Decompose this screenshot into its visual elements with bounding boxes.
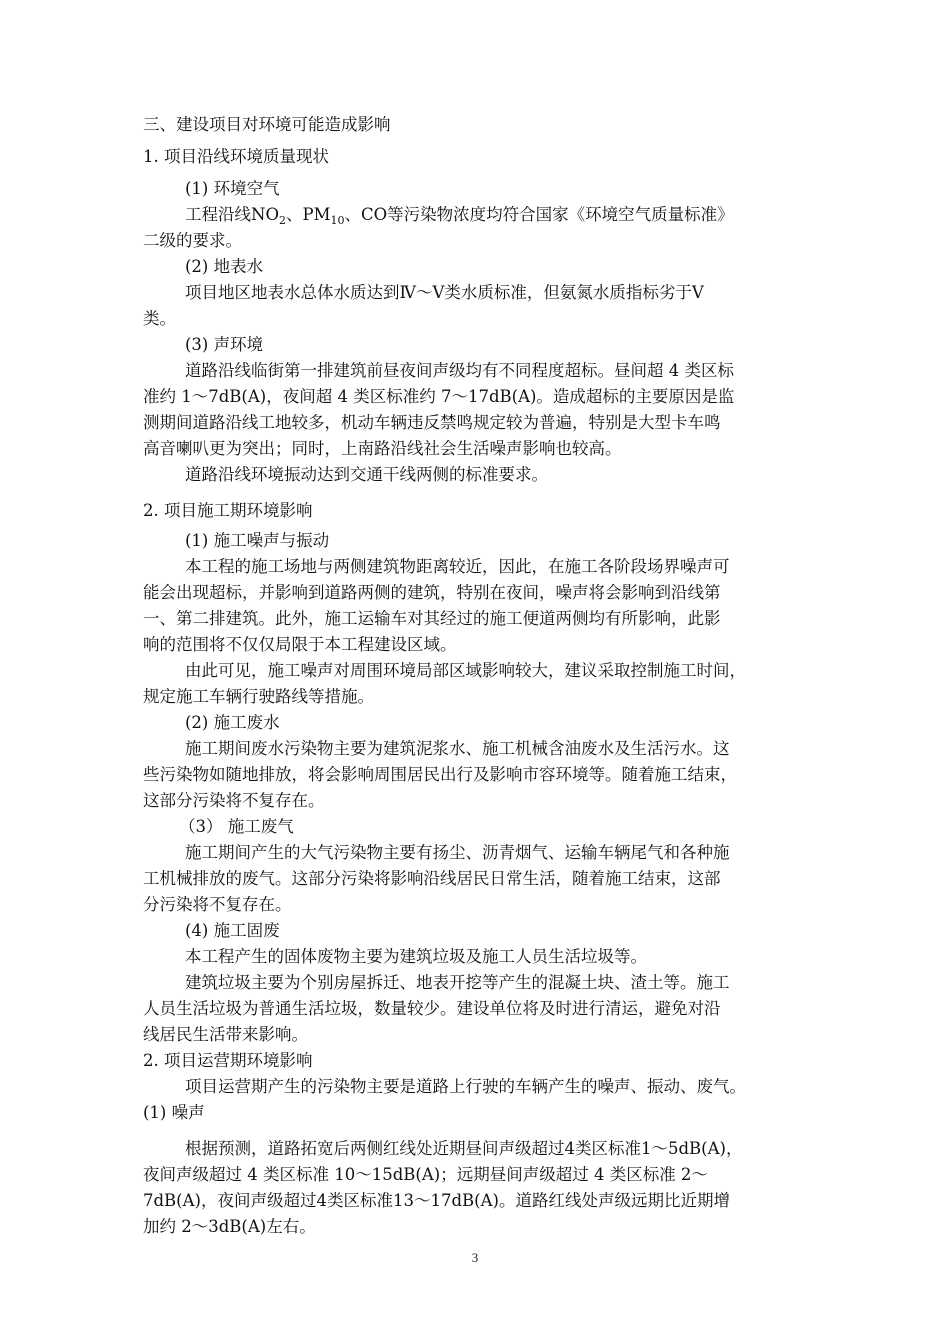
heading-operation-noise: (1) 噪声: [143, 1103, 205, 1122]
heading-air: (1) 环境空气: [185, 179, 280, 198]
wastewater-line-1: 施工期间废水污染物主要为建筑泥浆水、施工机械含油废水及生活污水。这: [185, 739, 730, 758]
cnoise-p1-line-4: 响的范围将不仅仅局限于本工程建设区域。: [143, 635, 457, 654]
exhaust-line-1: 施工期间产生的大气污染物主要有扬尘、沥青烟气、运输车辆尾气和各种施: [185, 843, 730, 862]
solid-p2-line-2: 人员生活垃圾为普通生活垃圾，数量较少。建设单位将及时进行清运，避免对沿: [143, 999, 721, 1018]
heading-3: 2. 项目运营期环境影响: [143, 1051, 313, 1070]
noise-p1-line-4: 高音喇叭更为突出；同时，上南路沿线社会生活噪声影响也较高。: [143, 439, 622, 458]
cnoise-p2-line-2: 规定施工车辆行驶路线等措施。: [143, 687, 374, 706]
exhaust-line-3: 分污染将不复存在。: [143, 895, 292, 914]
heading-noise: (3) 声环境: [185, 335, 264, 354]
wastewater-line-2: 些污染物如随地排放，将会影响周围居民出行及影响市容环境等。随着施工结束，: [143, 765, 737, 784]
operation-intro: 项目运营期产生的污染物主要是道路上行驶的车辆产生的噪声、振动、废气。: [185, 1077, 746, 1096]
heading-construction-noise: (1) 施工噪声与振动: [185, 531, 330, 550]
heading-exhaust: （3） 施工废气: [179, 817, 294, 836]
operation-noise-line-2: 夜间声级超过 4 类区标准 10～15dB(A)；远期昼间声级超过 4 类区标准 2～: [143, 1165, 708, 1184]
heading-water: (2) 地表水: [185, 257, 264, 276]
heading-solid-waste: (4) 施工固废: [185, 921, 280, 940]
cnoise-p1-line-1: 本工程的施工场地与两侧建筑物距离较近，因此，在施工各阶段场界噪声可: [185, 557, 730, 576]
heading-2: 2. 项目施工期环境影响: [143, 501, 313, 520]
exhaust-line-2: 工机械排放的废气。这部分污染将影响沿线居民日常生活，随着施工结束，这部: [143, 869, 721, 888]
cnoise-p1-line-2: 能会出现超标，并影响到道路两侧的建筑，特别在夜间，噪声将会影响到沿线第: [143, 583, 721, 602]
noise-p1-line-1: 道路沿线临街第一排建筑前昼夜间声级均有不同程度超标。昼间超 4 类区标: [185, 361, 734, 380]
cnoise-p1-line-3: 一、第二排建筑。此外，施工运输车对其经过的施工便道两侧均有所影响，此影: [143, 609, 721, 628]
wastewater-line-3: 这部分污染将不复存在。: [143, 791, 325, 810]
heading-wastewater: (2) 施工废水: [185, 713, 280, 732]
section-title: 三、建设项目对环境可能造成影响: [143, 115, 391, 134]
operation-noise-line-1: 根据预测，道路拓宽后两侧红线处近期昼间声级超过4类区标准1～5dB(A)，: [185, 1139, 743, 1158]
air-line-2: 二级的要求。: [143, 231, 242, 250]
noise-p2: 道路沿线环境振动达到交通干线两侧的标准要求。: [185, 465, 548, 484]
cnoise-p2-line-1: 由此可见，施工噪声对周围环境局部区域影响较大，建议采取控制施工时间，: [185, 661, 746, 680]
noise-p1-line-3: 测期间道路沿线工地较多，机动车辆违反禁鸣规定较为普遍，特别是大型卡车鸣: [143, 413, 721, 432]
solid-p2-line-3: 线居民生活带来影响。: [143, 1025, 308, 1044]
water-line-1: 项目地区地表水总体水质达到Ⅳ～Ⅴ类水质标准，但氨氮水质指标劣于Ⅴ: [185, 283, 704, 302]
noise-p1-line-2: 准约 1～7dB(A)，夜间超 4 类区标准约 7～17dB(A)。造成超标的主要原因是监: [143, 387, 735, 406]
heading-1: 1. 项目沿线环境质量现状: [143, 147, 329, 166]
solid-p1: 本工程产生的固体废物主要为建筑垃圾及施工人员生活垃圾等。: [185, 947, 647, 966]
air-line-1: 工程沿线$NO_2$、$PM_{10}$、CO等污染物浓度均符合国家《环境空气质量标准》: [185, 205, 734, 227]
solid-p2-line-1: 建筑垃圾主要为个别房屋拆迁、地表开挖等产生的混凝土块、渣土等。施工: [185, 973, 730, 992]
operation-noise-line-3: 7dB(A)，夜间声级超过4类区标准13～17dB(A)。道路红线处声级远期比近期增: [143, 1191, 730, 1210]
water-line-2: 类。: [143, 309, 176, 328]
operation-noise-line-4: 加约 2～3dB(A)左右。: [143, 1217, 316, 1236]
page-number: 3: [471, 1250, 479, 1265]
